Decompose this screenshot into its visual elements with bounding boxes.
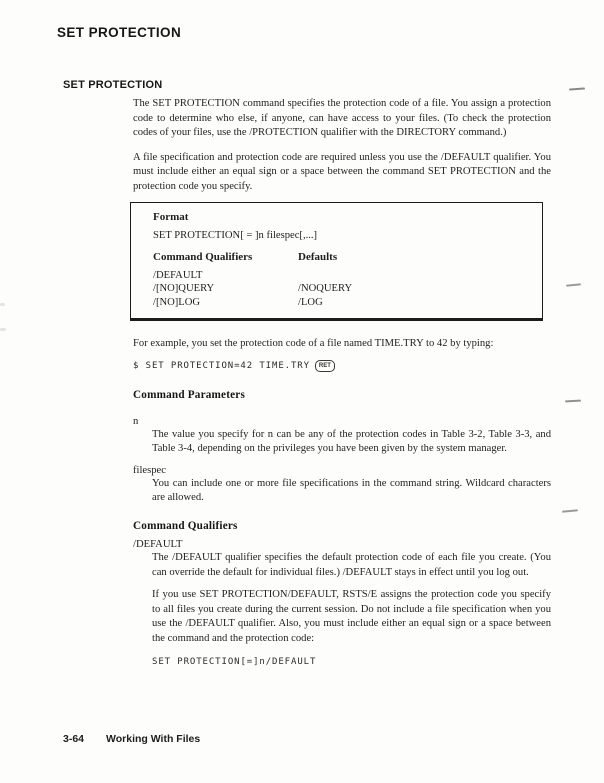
parameter-description-filespec: You can include one or more file specifications in the command string. Wildcard characters are allowed. xyxy=(152,477,551,503)
qualifier-default: /LOG xyxy=(298,296,323,308)
default-syntax-line: SET PROTECTION[=]n/DEFAULT xyxy=(152,657,317,667)
parameter-description-n: The value you specify for n can be any of the protection codes in Table 3-2, Table 3-3, and Table 3-4, depending on the privileges you have been given by the system manager. xyxy=(152,428,551,454)
example-intro: For example, you set the protection code of a file named TIME.TRY to 42 by typing: xyxy=(133,338,494,349)
intro-paragraph-1: The SET PROTECTION command specifies the protection code of a file. You assign a protection code to determine who else, if anyone, can have access to your files. (To check the protection codes of your files, use the /PROTECTION qualifier with the DIRECTORY command.) xyxy=(133,98,551,138)
page-number: 3-64 xyxy=(63,733,85,745)
scan-smudge xyxy=(0,303,5,306)
qualifier-row xyxy=(153,296,532,310)
footer-chapter-title: Working With Files xyxy=(106,733,201,745)
parameter-name-filespec: filespec xyxy=(133,464,166,476)
intro-paragraph-2: A file specification and protection code are required unless you use the /DEFAULT qualifier. You must include either an equal sign or a space between the command SET PROTECTION and the protection code you specify. xyxy=(133,151,551,192)
qualifier-name: /[NO]LOG xyxy=(153,296,201,308)
page-footer xyxy=(63,733,200,745)
qualifier-row xyxy=(153,269,532,283)
qualifier-default-paragraph-1: The /DEFAULT qualifier specifies the default protection code of each file you create. (You can override the default for individual files.) /DEFAULT stays in effect until you log out. xyxy=(152,552,551,578)
scan-smudge xyxy=(0,328,6,331)
defaults-column-header: Defaults xyxy=(298,251,338,263)
command-parameters-heading: Command Parameters xyxy=(133,389,246,401)
format-box xyxy=(130,202,543,321)
example-command-text: $ SET PROTECTION=42 TIME.TRY xyxy=(133,360,310,371)
qualifier-name-default: /DEFAULT xyxy=(133,539,183,550)
example-command xyxy=(133,359,551,374)
qualifier-default-paragraph-2: If you use SET PROTECTION/DEFAULT, RSTS/E assigns the protection code you specify to all files you create during the current session. Do not include a file specification when you use the /DEFAULT qualifier. Also, you must include either an equal sign or a space between the command and the protection code: xyxy=(152,589,551,644)
qualifier-row xyxy=(153,282,532,296)
margin-pencil-mark xyxy=(562,509,578,512)
qualifier-default: /NOQUERY xyxy=(298,283,353,294)
qualifier-name: /[NO]QUERY xyxy=(153,283,215,294)
margin-pencil-mark xyxy=(565,400,581,403)
qualifier-name: /DEFAULT xyxy=(153,269,203,281)
return-key-icon: RET xyxy=(315,360,335,372)
qualifiers-column-header: Command Qualifiers xyxy=(153,251,253,263)
format-box-title: Format xyxy=(153,211,189,223)
command-qualifiers-heading: Command Qualifiers xyxy=(133,519,238,532)
command-syntax: SET PROTECTION[ = ]n filespec[,...] xyxy=(153,229,318,241)
running-header: SET PROTECTION xyxy=(57,25,182,40)
page-body xyxy=(133,97,551,670)
parameter-name-n: n xyxy=(133,415,139,427)
margin-pencil-mark xyxy=(569,87,585,90)
format-box-column-headers xyxy=(153,250,532,265)
margin-pencil-mark xyxy=(566,283,581,287)
section-title: SET PROTECTION xyxy=(63,79,163,91)
